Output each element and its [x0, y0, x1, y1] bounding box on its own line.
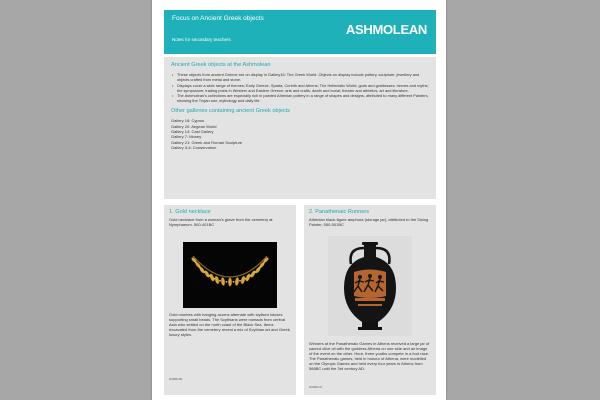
card-title: 2. Panathenaic Runners: [309, 209, 370, 215]
gold-necklace-image: [183, 242, 277, 308]
overview-bullet: • The Ashmolean’s collections are especially rich in painted Athenian pottery in a range of shapes and designs, attributed to many different Painters, showing the Trojan war, mythology and daily life.: [171, 93, 429, 103]
accession-number: AN1885.482: [169, 378, 183, 381]
card-intro: Gold necklace from a woman’s grave from the cemetery at Nymphaeum, 500-401BC: [169, 217, 273, 228]
overview-heading: Ancient Greek objects at the Ashmolean: [171, 62, 271, 68]
gallery-item: Gallery 14: Cast Gallery: [171, 128, 214, 134]
page-title: Focus on Ancient Greek objects: [172, 15, 264, 22]
gallery-item: Gallery 3-4: Conservation: [171, 144, 217, 150]
ashmolean-logo: ASHMOLEAN: [345, 22, 427, 37]
gallery-item: Gallery 20: Aegean World: [171, 123, 217, 129]
page-subtitle: Notes for secondary teachers: [172, 37, 231, 42]
gallery-list: [171, 118, 429, 150]
gallery-item: Gallery 18: Cyprus: [171, 118, 205, 124]
accession-number: AN1965.117: [309, 386, 323, 389]
card-title: 1. Gold necklace: [169, 209, 211, 215]
card-intro: Athenian black-figure amphora (storage jar), attributed to the Swing Painter, 550-501BC: [309, 217, 429, 228]
amphora-image: [328, 236, 412, 336]
card-description: Gold rosettes with hanging acorns alternate with stylised lotuses supporting small beads. The Scythians were nomads from central Asia who settled on the north coast of the Black Sea. Items excavated from the cemetery reveal a mix of Scythian art and Greek luxury styles.: [169, 312, 290, 338]
gallery-item: Gallery 21: Greek and Roman Sculpture: [171, 139, 243, 145]
overview-bullets: [171, 72, 429, 103]
card-description: Winners at the Panathenaic Games in Athens received a large jar of sacred olive oil with the goddess Athena on one side and an image of the event on the other. Here, three youths compete in a foot race. The Panathenaic games, held in honour of Athena, were modelled on the Olympic Games and held every four years in Athens from 566BC until the 3rd century AD.: [309, 341, 430, 372]
amphora-illustration: [328, 236, 412, 336]
card-panathenaic-runners: [304, 205, 436, 395]
galleries-heading: Other galleries containing ancient Greek objects: [171, 108, 291, 115]
document-page: [152, 0, 446, 400]
overview-bullet: • These objects from ancient Greece are on display in Gallery16: The Greek World. Objects on display include pottery, sculpture, jewellery and objects crafted from metal and stone.: [171, 72, 429, 82]
gallery-item: Gallery 7: Money: [171, 134, 202, 140]
card-gold-necklace: [164, 205, 296, 395]
necklace-illustration: [183, 242, 277, 308]
overview-bullet: • Displays cover a wide range of themes; Early Greece, Sparta, Corinth and Athens; The Hellenistic World; gods and goddesses; heroes and myths; the symposium; trading posts in Western and Eastern Greece; arts and crafts; death and burial; theatre and athletics; art and literature.: [171, 83, 429, 93]
header-banner: [164, 10, 436, 54]
overview-panel: [164, 57, 436, 199]
